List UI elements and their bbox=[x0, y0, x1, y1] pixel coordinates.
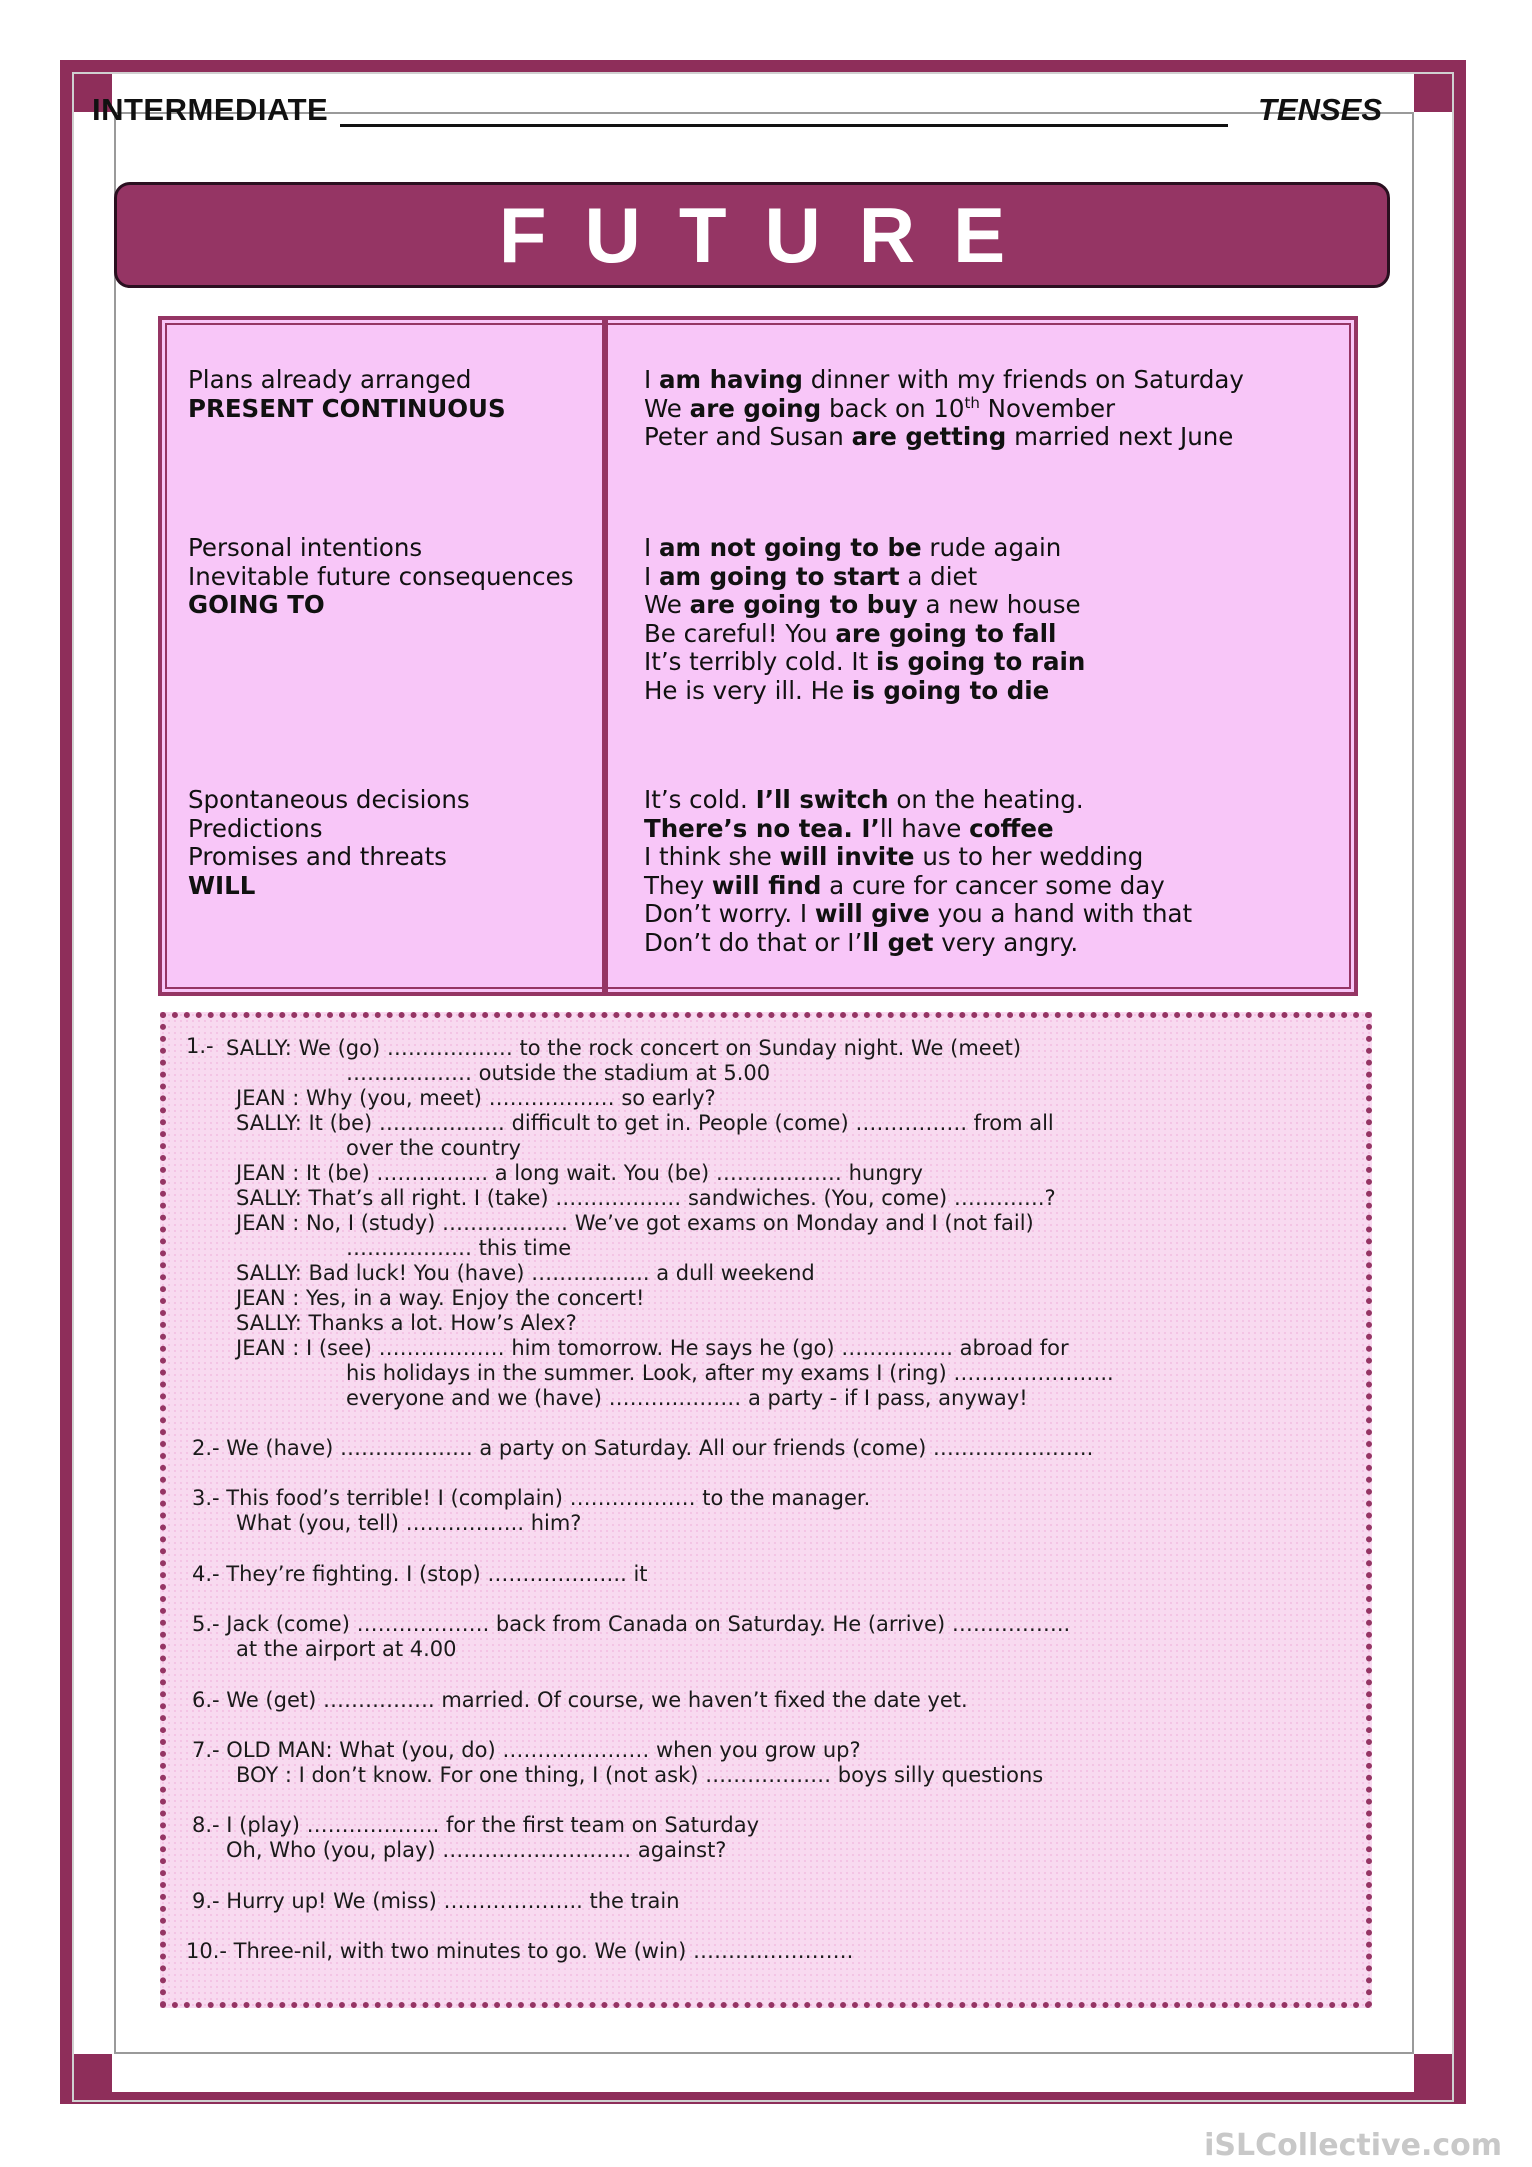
example-sentence: It’s cold. I’ll switch on the heating. bbox=[644, 785, 1084, 814]
exercise-line: JEAN : It (be) ……………. a long wait. You (be) ……………… hungry bbox=[236, 1161, 923, 1185]
exercise-3: 3.- This food’s terrible! I (complain) ……………… to the manager. bbox=[192, 1486, 871, 1510]
example-sentence: I am going to start a diet bbox=[644, 561, 978, 591]
example-sentence: Don’t worry. I will give you a hand with that bbox=[644, 899, 1193, 928]
exercise-7-line-2: BOY : I don’t know. For one thing, I (not ask) ……………… boys silly questions bbox=[236, 1763, 1044, 1787]
grammar-uses-going-to bbox=[188, 534, 573, 620]
exercise-4: 4.- They’re fighting. I (stop) ……………….. it bbox=[192, 1562, 648, 1586]
header-rule bbox=[340, 124, 1228, 127]
exercise-9: 9.- Hurry up! We (miss) ……………….. the train bbox=[192, 1889, 680, 1913]
exercise-10: 10.- Three-nil, with two minutes to go. We (win) ……….…………. bbox=[186, 1939, 854, 1963]
grammar-table-divider bbox=[602, 320, 608, 992]
exercise-line: SALLY: That’s all right. I (take) ……………… sandwiches. (You, come) ………….? bbox=[236, 1186, 1056, 1210]
exercise-line: JEAN : No, I (study) ……………… We’ve got exams on Monday and I (not fail) bbox=[236, 1211, 1034, 1235]
exercise-7: 7.- OLD MAN: What (you, do) ………………… when you grow up? bbox=[192, 1738, 861, 1762]
exercise-line: ……………… outside the stadium at 5.00 bbox=[346, 1061, 771, 1085]
example-sentence: I think she will invite us to her wedding bbox=[644, 842, 1144, 871]
exercise-6: 6.- We (get) ……………. married. Of course, we haven’t fixed the date yet. bbox=[192, 1688, 968, 1712]
exercise-8-line-2: Oh, Who (you, play) ……………………… against? bbox=[226, 1838, 727, 1862]
exercise-2: 2.- We (have) ………………. a party on Saturday. All our friends (come) ………………….. bbox=[192, 1436, 1094, 1460]
example-sentence: Don’t do that or I’ll get very angry. bbox=[644, 927, 1079, 957]
grammar-examples-will bbox=[644, 786, 1192, 957]
exercise-8: 8.- I (play) ………………. for the first team on Saturday bbox=[192, 1813, 760, 1837]
page-title: FUTURE bbox=[498, 190, 1044, 279]
level-label: INTERMEDIATE bbox=[92, 92, 329, 127]
exercise-line: ……………… this time bbox=[346, 1236, 572, 1260]
grammar-uses-will bbox=[188, 786, 470, 900]
exercise-line: SALLY: Thanks a lot. How’s Alex? bbox=[236, 1311, 577, 1335]
exercise-line: his holidays in the summer. Look, after my exams I (ring) ………………….. bbox=[346, 1361, 1114, 1385]
exercise-number: 1.- bbox=[186, 1034, 214, 1058]
example-sentence: We are going back on 10th November bbox=[644, 393, 1116, 423]
exercise-line: SALLY: We (go) ……………… to the rock concert on Sunday night. We (meet) bbox=[226, 1036, 1022, 1060]
exercise-line: SALLY: Bad luck! You (have) …………….. a dull weekend bbox=[236, 1261, 815, 1285]
exercise-line: JEAN : Yes, in a way. Enjoy the concert! bbox=[236, 1286, 645, 1310]
tense-name: WILL bbox=[188, 870, 256, 900]
grammar-examples-present-continuous bbox=[644, 366, 1244, 452]
exercise-line: everyone and we (have) ……….……… a party - if I pass, anyway! bbox=[346, 1386, 1028, 1410]
exercise-line: SALLY: It (be) ……………… difficult to get in. People (come) ……………. from all bbox=[236, 1111, 1054, 1135]
example-sentence: There’s no tea. I’ll have coffee bbox=[644, 813, 1054, 843]
example-sentence: They will find a cure for cancer some day bbox=[644, 870, 1165, 900]
use-label: Plans already arranged bbox=[188, 365, 472, 394]
use-label: Predictions bbox=[188, 813, 323, 843]
exercise-line: over the country bbox=[346, 1136, 521, 1160]
exercise-line: JEAN : Why (you, meet) ……………… so early? bbox=[236, 1086, 716, 1110]
example-sentence: Peter and Susan are getting married next June bbox=[644, 422, 1234, 451]
example-sentence: We are going to buy a new house bbox=[644, 590, 1081, 619]
exercise-line: JEAN : I (see) ……………… him tomorrow. He says he (go) ……………. abroad for bbox=[236, 1336, 1069, 1360]
example-sentence: Be careful! You are going to fall bbox=[644, 618, 1057, 648]
use-label: Personal intentions bbox=[188, 533, 423, 562]
topic-label: TENSES bbox=[1258, 92, 1383, 127]
exercise-5: 5.- Jack (come) ………………. back from Canada on Saturday. He (arrive) …………….. bbox=[192, 1612, 1071, 1636]
example-sentence: I am having dinner with my friends on Saturday bbox=[644, 365, 1244, 394]
use-label: Promises and threats bbox=[188, 842, 447, 871]
example-sentence: I am not going to be rude again bbox=[644, 533, 1062, 562]
example-sentence: He is very ill. He is going to die bbox=[644, 675, 1050, 705]
watermark-logo: iSLCollective.com bbox=[1204, 2128, 1502, 2163]
example-sentence: It’s terribly cold. It is going to rain bbox=[644, 647, 1086, 676]
exercise-5-line-2: at the airport at 4.00 bbox=[236, 1637, 457, 1661]
use-label: Spontaneous decisions bbox=[188, 785, 470, 814]
title-banner bbox=[114, 182, 1390, 288]
grammar-uses-present-continuous bbox=[188, 366, 506, 423]
tense-name: GOING TO bbox=[188, 590, 325, 619]
tense-name: PRESENT CONTINUOUS bbox=[188, 393, 506, 423]
grammar-examples-going-to bbox=[644, 534, 1085, 705]
exercise-3-line-2: What (you, tell) …………….. him? bbox=[236, 1511, 582, 1535]
use-label: Inevitable future consequences bbox=[188, 561, 574, 591]
